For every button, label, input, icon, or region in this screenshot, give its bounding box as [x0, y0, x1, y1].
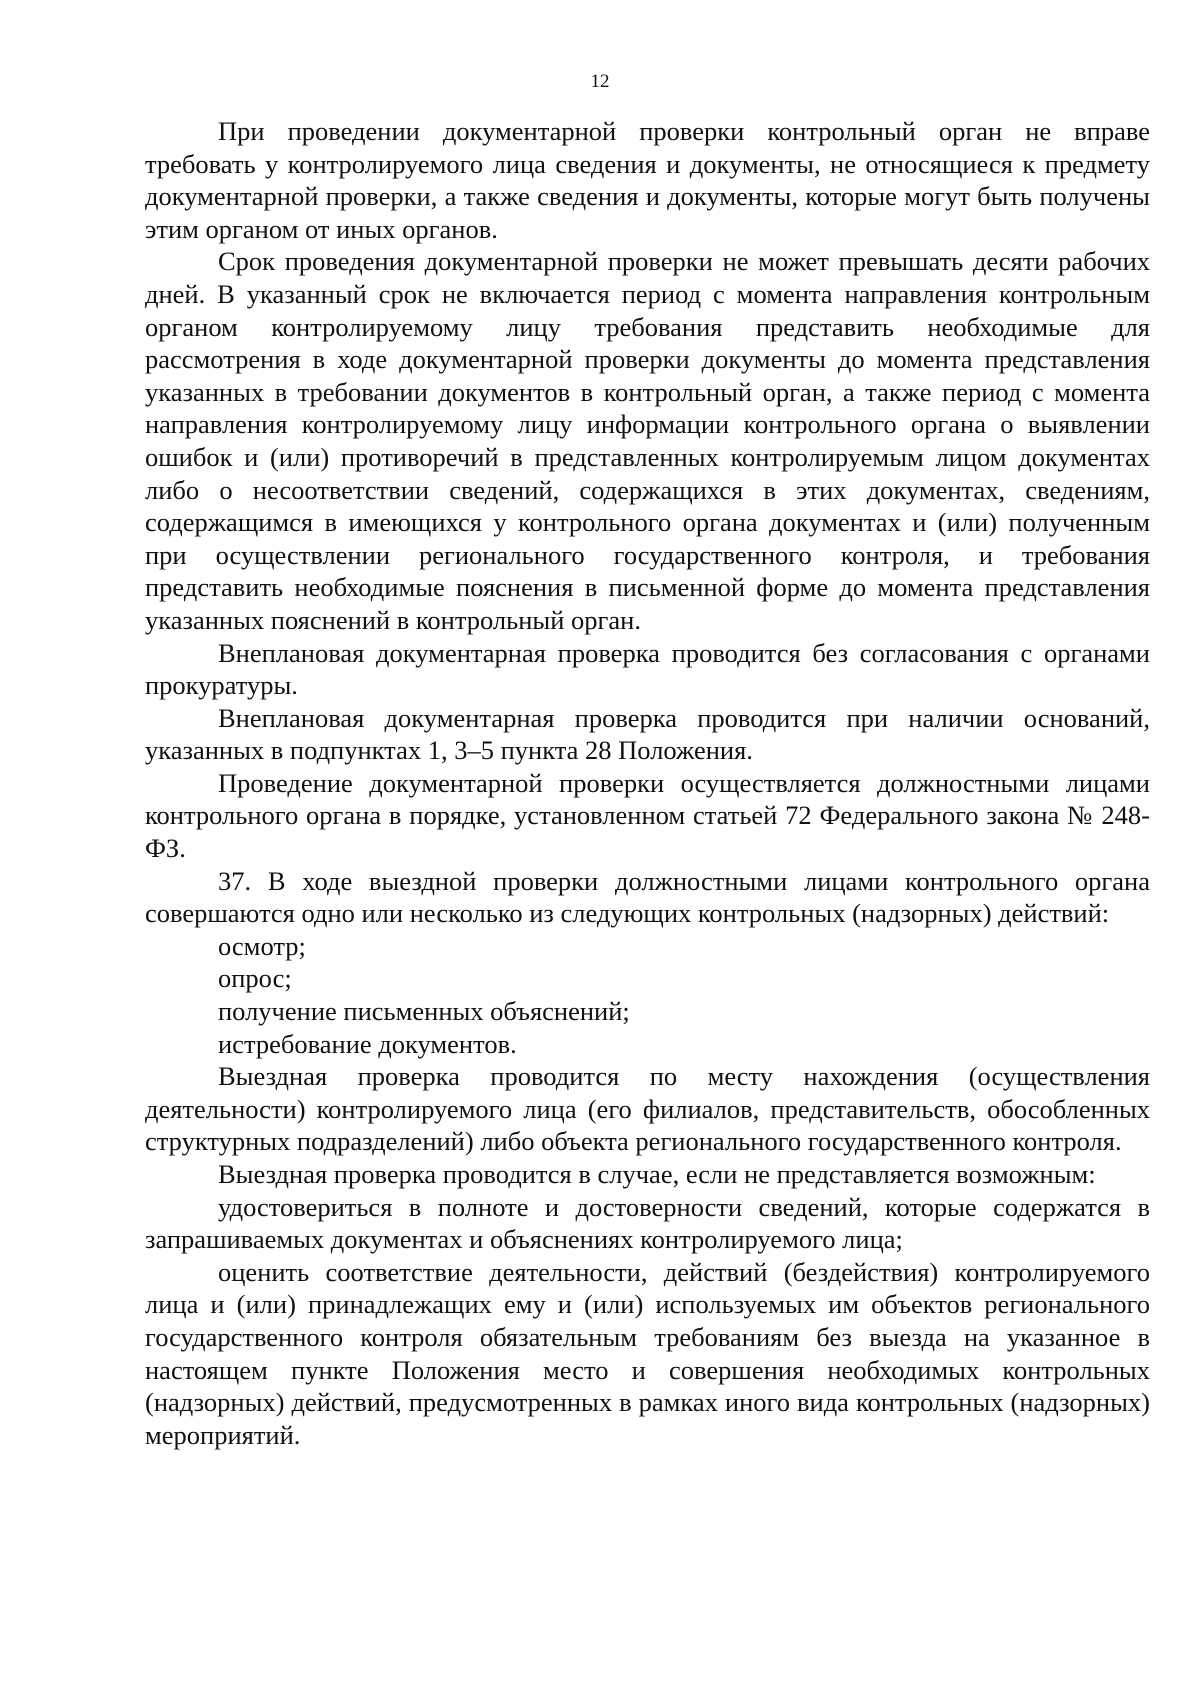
list-item-written-explanations: получение письменных объяснений;: [218, 996, 630, 1027]
paragraph-item-37: 37. В ходе выездной проверки должностными лицами контрольного органа совершаются одно или несколько из следующих контрольных (надзорных) действий:: [145, 865, 1150, 929]
paragraph-check-procedure: Проведение документарной проверки осуществляется должностными лицами контрольного органа в порядке, установленном статьей 72 Федерального закона № 248-ФЗ.: [145, 767, 1150, 864]
paragraph-onsite-location: Выездная проверка проводится по месту нахождения (осуществления деятельности) контролируемого лица (его филиалов, представительств, обособленных структурных подразделений) либо объекта регионального государственного контроля.: [145, 1061, 1150, 1157]
paragraph-document-check-restrictions: При проведении документарной проверки контрольный орган не вправе требовать у контролируемого лица сведения и документы, не относящиеся к предмету документарной проверки, а также сведения и документы, которые могут быть получены этим органом от иных органов.: [145, 116, 1150, 244]
list-item-document-request: истребование документов.: [218, 1028, 517, 1059]
paragraph-assess-compliance: оценить соответствие деятельности, действий (бездействия) контролируемого лица и (или) принадлежащих ему и (или) используемых им объектов регионального государственного контроля обязательным требованиям без выезда на указанное в настоящем пункте Положения место и совершения необходимых контрольных (надзорных) действий, предусмотренных в рамках иного вида контрольных (надзорных) мероприятий.: [145, 1256, 1150, 1450]
list-item-inspection: осмотр;: [218, 930, 306, 961]
paragraph-document-check-term: Срок проведения документарной проверки не может превышать десяти рабочих дней. В указанный срок не включается период с момента направления контрольным органом контролируемому лицу требования представить необходимые для рассмотрения в ходе документарной проверки документы до момента представления указанных в требовании документов в контрольный орган, а также период с момента направления контролируемому лицу информации контрольного органа о выявлении ошибок и (или) противоречий в представленных контролируемым лицом документах либо о несоответствии сведений, содержащихся в этих документах, сведениям, содержащимся в имеющихся у контрольного органа документах и (или) полученным при осуществлении регионального государственного контроля, и требования представить необходимые пояснения в письменной форме до момента представления указанных пояснений в контрольный орган.: [145, 246, 1150, 635]
document-body: [145, 115, 1150, 1451]
paragraph-onsite-conditions: Выездная проверка проводится в случае, если не представляется возможным:: [218, 1159, 1096, 1189]
page-number: 12: [590, 71, 610, 92]
paragraph-unscheduled-without-approval: Внеплановая документарная проверка проводится без согласования с органами прокуратуры.: [145, 637, 1150, 701]
list-item-survey: опрос;: [218, 963, 292, 994]
paragraph-unscheduled-grounds: Внеплановая документарная проверка проводится при наличии оснований, указанных в подпунктах 1, 3–5 пункта 28 Положения.: [145, 702, 1150, 766]
paragraph-verify-completeness: удостовериться в полноте и достоверности сведений, которые содержатся в запрашиваемых документах и объяснениях контролируемого лица;: [145, 1191, 1150, 1255]
